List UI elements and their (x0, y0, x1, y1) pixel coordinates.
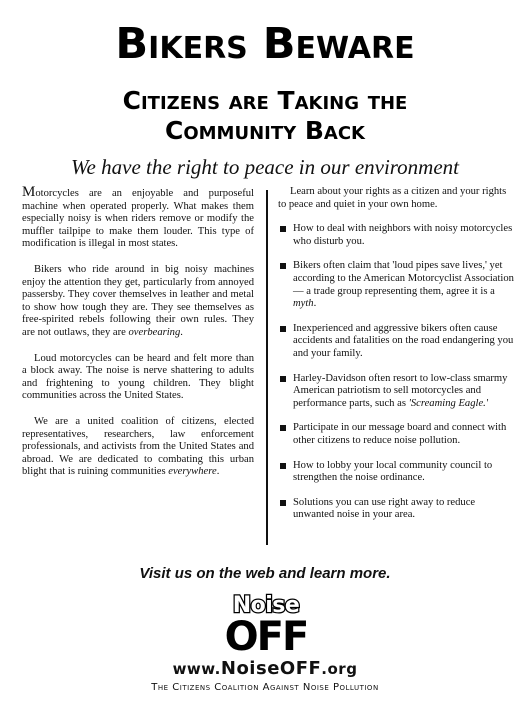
noiseoff-logo (224, 590, 308, 654)
list-item: Bikers often claim that 'loud pipes save lives,' yet according to the American Motorcyclist Association — a trade group representing them, agree it is a myth. (278, 260, 514, 310)
left-column (22, 186, 254, 492)
list-item: How to lobby your local community council to strengthen the noise ordinance. (278, 460, 514, 485)
square-bullet-icon (280, 226, 286, 232)
logo-noise-text: Noise (232, 593, 300, 618)
paragraph-loud: Loud motorcycles can be heard and felt more than a block away. The noise is nerve shattering to adults and frightening to young children. They blight communities across the United States. (22, 352, 254, 402)
square-bullet-icon (280, 500, 286, 506)
square-bullet-icon (280, 425, 286, 431)
tagline: We have the right to peace in our environment (70, 155, 460, 179)
paragraph-motorcycles: Motorcycles are an enjoyable and purposeful machine when operated properly. What makes them especially noisy is when riders remove or modify the muffler tailpipe to make them louder. This type of modification is illegal in most states. (22, 184, 254, 250)
right-column (278, 186, 514, 534)
subtitle-line-1: Citizens are Taking the (122, 86, 408, 115)
rights-intro: Learn about your rights as a citizen and your rights to peace and quiet in your own home. (278, 186, 507, 210)
paragraph-bikers: Bikers who ride around in big noisy machines enjoy the attention they get, particularly from annoyed passersby. They cover themselves in leather and metal to show how tough they are. They see themselves as free-spirited rebels following their own rules. They are not outlaws, they are overbearing. (22, 263, 254, 338)
list-item: How to deal with neighbors with noisy motorcycles who disturb you. (278, 223, 514, 248)
square-bullet-icon (280, 326, 286, 332)
logo-off-text: OFF (224, 614, 308, 654)
website-url[interactable]: www.NoiseOFF.org (172, 658, 358, 679)
org-name: The Citizens Coalition Against Noise Pollution (151, 682, 379, 693)
drop-cap: M (22, 184, 36, 200)
square-bullet-icon (280, 463, 286, 469)
list-item: Solutions you can use right away to reduce unwanted noise in your area. (278, 497, 514, 522)
subtitle-line-2: Community Back (164, 116, 365, 145)
square-bullet-icon (280, 376, 286, 382)
visit-web-text: Visit us on the web and learn more. (139, 565, 391, 582)
column-divider (266, 190, 268, 545)
page-title: Bikers Beware (115, 19, 415, 69)
subtitle (0, 86, 530, 146)
square-bullet-icon (280, 263, 286, 269)
paragraph-coalition: We are a united coalition of citizens, elected representatives, researchers, law enforcement professionals, and activists from the United States and abroad. We are dedicated to combating this urban blight that is ruining communities everywhere. (22, 415, 254, 478)
list-item: Participate in our message board and connect with other citizens to reduce noise pollution. (278, 422, 514, 447)
rights-list (278, 223, 514, 522)
list-item: Inexperienced and aggressive bikers often cause accidents and fatalities on the road endangering you and your family. (278, 323, 514, 361)
list-item: Harley-Davidson often resort to low-class smarmy American patriotism to sell motorcycles and performance parts, such as 'Screaming Eagle.' (278, 373, 514, 411)
